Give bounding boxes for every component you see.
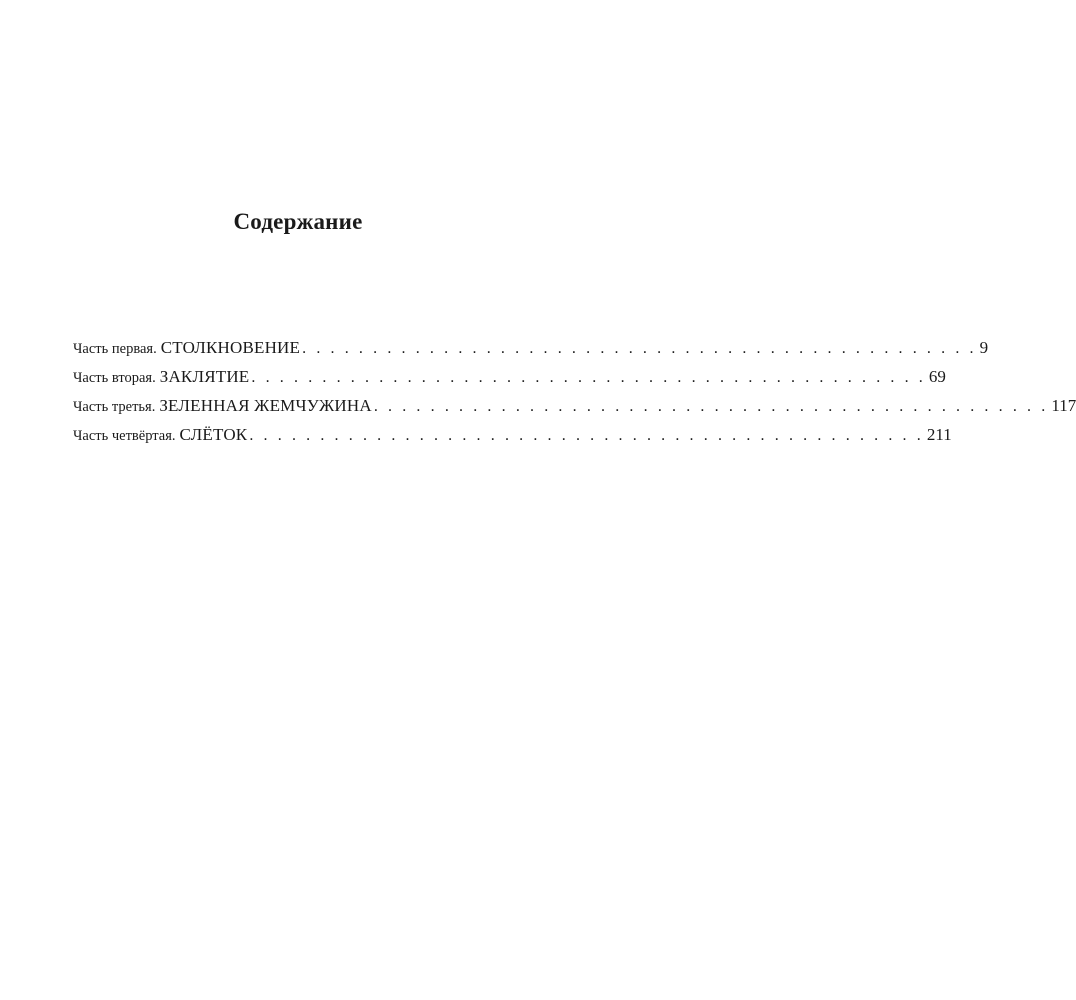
page-number: 69 — [928, 367, 946, 386]
dot-leader: . . . . . . . . . . . . . . . . . . . . . . . . . . . . . . . . . . . . . . . . . . . . . . . . — [249, 427, 924, 444]
part-label: Часть четвёртая. — [73, 428, 176, 444]
page-number: 9 — [979, 338, 989, 357]
dot-leader: . . . . . . . . . . . . . . . . . . . . . . . . . . . . . . . . . . . . . . . . . . . . . . . . — [302, 340, 977, 357]
toc-entry — [73, 425, 952, 454]
page-number: 117 — [1051, 396, 1076, 415]
part-title: ЗЕЛЕННАЯ ЖЕМЧУЖИНА — [159, 396, 372, 415]
part-title: СЛЁТОК — [179, 425, 248, 444]
part-title: ЗАКЛЯТИЕ — [159, 367, 250, 386]
toc-entry — [73, 367, 946, 396]
dot-leader: . . . . . . . . . . . . . . . . . . . . . . . . . . . . . . . . . . . . . . . . . . . . . . . . — [373, 398, 1049, 415]
part-label: Часть вторая. — [73, 370, 156, 386]
toc-entry — [73, 338, 989, 367]
page-number: 211 — [926, 425, 952, 444]
part-title: СТОЛКНОВЕНИЕ — [160, 338, 301, 357]
toc-list — [73, 338, 1076, 454]
toc-entry — [73, 396, 1076, 425]
toc-heading: Содержание — [233, 209, 363, 234]
part-label: Часть первая. — [73, 341, 157, 357]
part-label: Часть третья. — [73, 399, 156, 415]
dot-leader: . . . . . . . . . . . . . . . . . . . . . . . . . . . . . . . . . . . . . . . . . . . . . . . . — [251, 369, 926, 386]
